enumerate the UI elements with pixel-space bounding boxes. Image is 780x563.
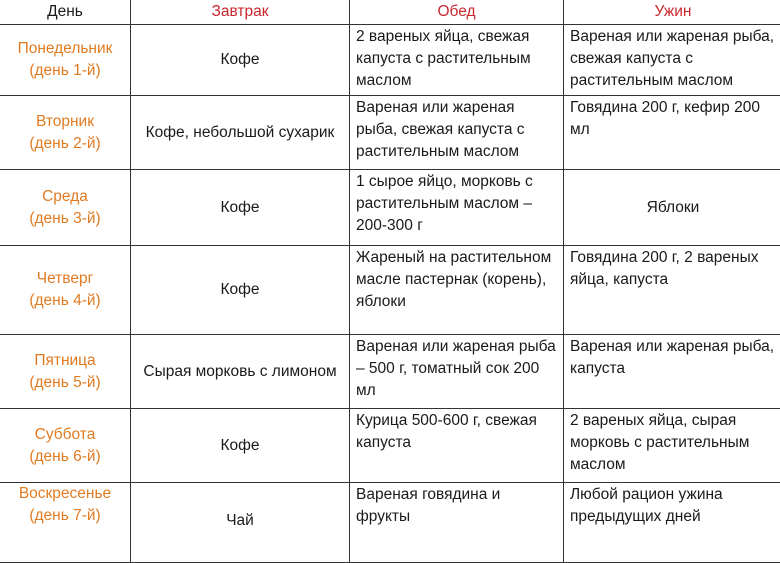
- day-name: Воскресенье: [19, 485, 111, 502]
- day-number: (день 6-й): [29, 448, 100, 465]
- day-name: Пятница: [34, 352, 95, 369]
- table-row: [0, 409, 780, 483]
- table-row: [0, 483, 780, 563]
- lunch-cell: Вареная или жареная рыба – 500 г, томатный сок 200 мл: [350, 335, 564, 409]
- table-row: [0, 25, 780, 96]
- lunch-cell: 2 вареных яйца, свежая капуста с растительным маслом: [350, 25, 564, 96]
- day-name: Суббота: [35, 426, 96, 443]
- breakfast-cell: Кофе: [131, 246, 350, 335]
- day-cell: [0, 409, 131, 483]
- day-cell: [0, 246, 131, 335]
- dinner-cell: Говядина 200 г, 2 вареных яйца, капуста: [564, 246, 780, 335]
- header-row: [0, 0, 780, 25]
- day-cell: [0, 483, 131, 563]
- dinner-cell: 2 вареных яйца, сырая морковь с растительным маслом: [564, 409, 780, 483]
- day-number: (день 5-й): [29, 374, 100, 391]
- header-lunch: Обед: [350, 0, 564, 25]
- breakfast-cell: Кофе, небольшой сухарик: [131, 96, 350, 170]
- lunch-cell: Вареная или жареная рыба, свежая капуста с растительным маслом: [350, 96, 564, 170]
- day-name: Вторник: [36, 113, 94, 130]
- day-name: Понедельник: [18, 40, 113, 57]
- breakfast-cell: Кофе: [131, 170, 350, 246]
- dinner-cell: Вареная или жареная рыба, капуста: [564, 335, 780, 409]
- day-cell: [0, 335, 131, 409]
- day-cell: [0, 96, 131, 170]
- table-row: [0, 335, 780, 409]
- day-number: (день 3-й): [29, 210, 100, 227]
- day-number: (день 7-й): [29, 507, 100, 524]
- day-number: (день 1-й): [29, 62, 100, 79]
- day-name: Среда: [42, 188, 88, 205]
- dinner-cell: Вареная или жареная рыба, свежая капуста с растительным маслом: [564, 25, 780, 96]
- lunch-cell: Вареная говядина и фрукты: [350, 483, 564, 563]
- lunch-cell: 1 сырое яйцо, морковь с растительным маслом – 200-300 г: [350, 170, 564, 246]
- day-cell: [0, 170, 131, 246]
- table-row: [0, 96, 780, 170]
- lunch-cell: Курица 500-600 г, свежая капуста: [350, 409, 564, 483]
- lunch-cell: Жареный на растительном масле пастернак (корень), яблоки: [350, 246, 564, 335]
- breakfast-cell: Сырая морковь с лимоном: [131, 335, 350, 409]
- header-dinner: Ужин: [564, 0, 780, 25]
- table-row: [0, 246, 780, 335]
- breakfast-cell: Кофе: [131, 409, 350, 483]
- dinner-cell: Говядина 200 г, кефир 200 мл: [564, 96, 780, 170]
- dinner-cell: Яблоки: [564, 170, 780, 246]
- day-number: (день 2-й): [29, 135, 100, 152]
- dinner-cell: Любой рацион ужина предыдущих дней: [564, 483, 780, 563]
- day-number: (день 4-й): [29, 292, 100, 309]
- breakfast-cell: Чай: [131, 483, 350, 563]
- header-breakfast: Завтрак: [131, 0, 350, 25]
- table-row: [0, 170, 780, 246]
- header-day: День: [0, 0, 131, 25]
- day-cell: [0, 25, 131, 96]
- breakfast-cell: Кофе: [131, 25, 350, 96]
- day-name: Четверг: [37, 270, 94, 287]
